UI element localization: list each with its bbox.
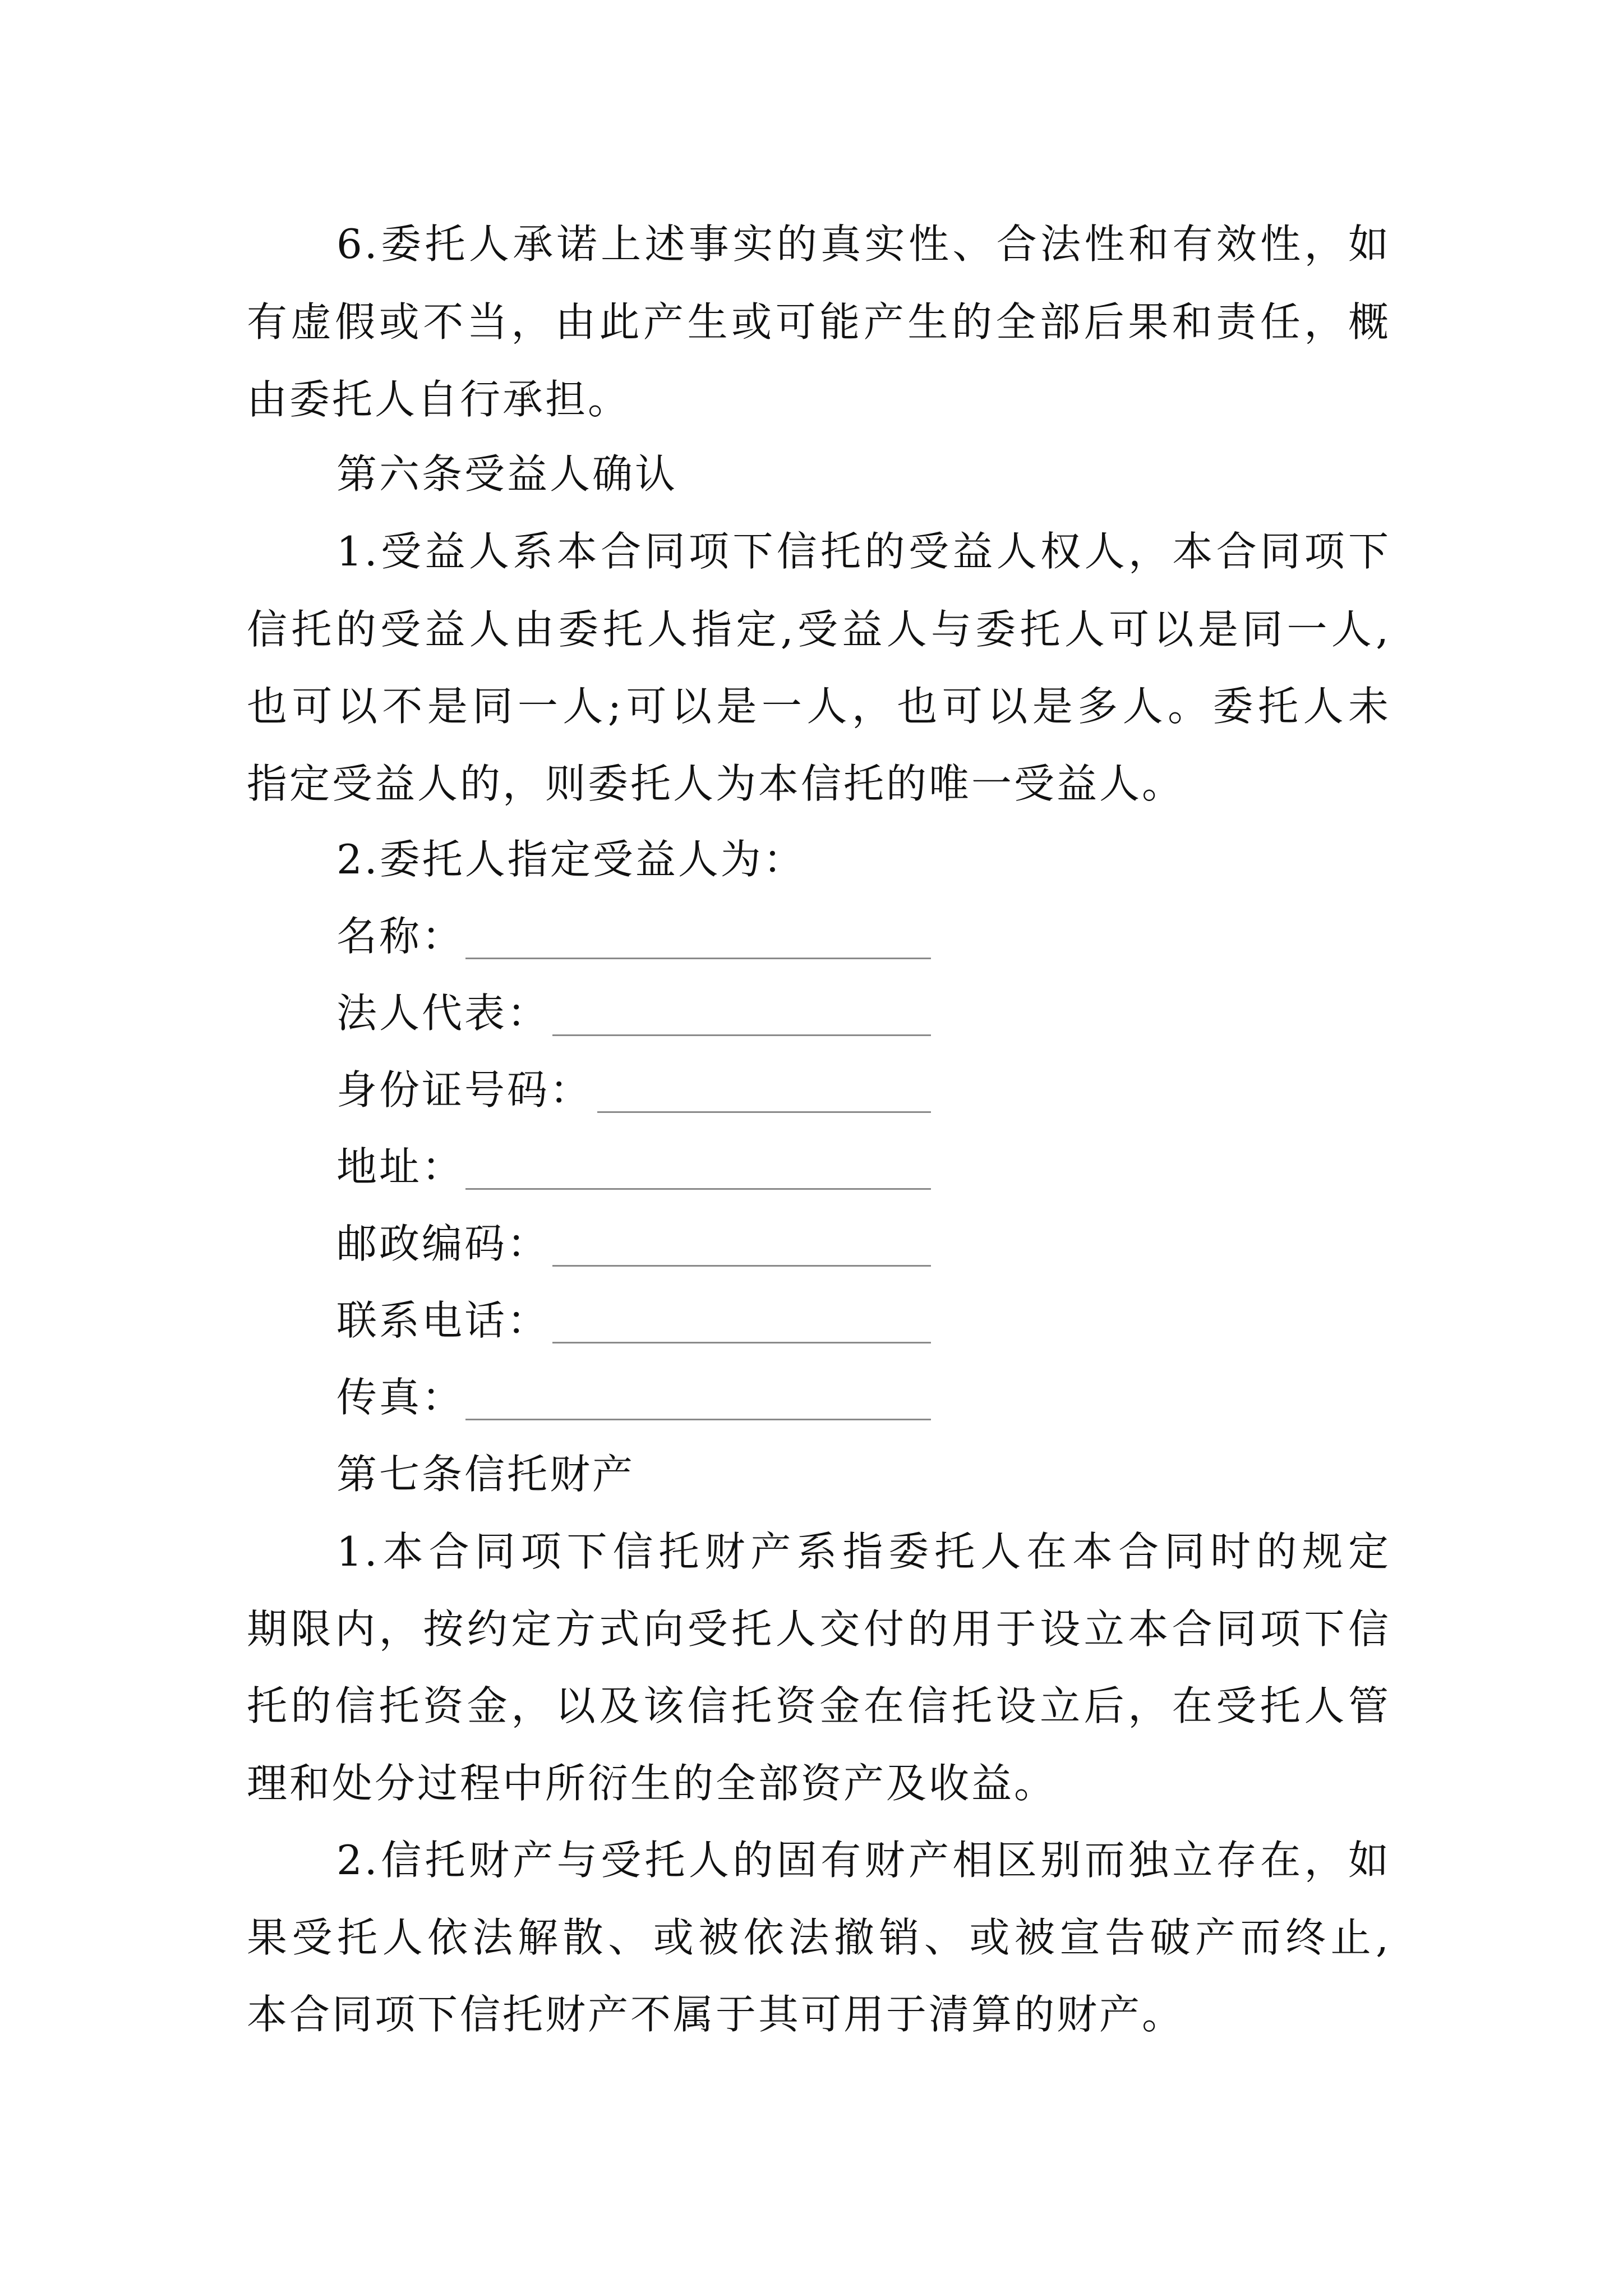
field-fax-label: 传真： <box>336 1374 465 1421</box>
article-7-item-2-line-3: 本合同项下信托财产不属于其可用于清算的财产。 <box>247 1991 1185 2038</box>
field-address-label: 地址： <box>336 1143 465 1190</box>
article-6-item-1-line-1: 1.受益人系本合同项下信托的受益人权人，本合同项下 <box>336 528 1391 575</box>
item-6-line-3: 由委托人自行承担。 <box>247 376 631 423</box>
field-postal-code-label: 邮政编码： <box>336 1220 550 1267</box>
article-7-item-2-line-1: 2.信托财产与受托人的固有财产相区别而独立存在，如 <box>336 1837 1391 1884</box>
article-6-item-1-line-2: 信托的受益人由委托人指定,受益人与委托人可以是同一人, <box>247 606 1391 653</box>
field-phone-label: 联系电话： <box>336 1297 550 1344</box>
field-postal-code-blank[interactable] <box>552 1265 931 1267</box>
article-6-item-1-line-3: 也可以不是同一人;可以是一人，也可以是多人。委托人未 <box>247 683 1391 730</box>
field-fax-blank[interactable] <box>465 1419 931 1420</box>
article-7-heading: 第七条信托财产 <box>336 1451 635 1498</box>
article-6-heading: 第六条受益人确认 <box>336 450 678 498</box>
article-7-item-2-line-2: 果受托人依法解散、或被依法撤销、或被宣告破产而终止, <box>247 1914 1391 1961</box>
field-name-blank[interactable] <box>465 958 931 959</box>
field-id-number-blank[interactable] <box>597 1111 931 1113</box>
article-7-item-1-line-4: 理和处分过程中所衍生的全部资产及收益。 <box>247 1760 1057 1807</box>
item-6-line-2: 有虚假或不当，由此产生或可能产生的全部后果和责任，概 <box>247 298 1391 346</box>
field-legal-representative-blank[interactable] <box>552 1034 931 1036</box>
item-6-line-1: 6.委托人承诺上述事实的真实性、合法性和有效性，如 <box>336 220 1391 268</box>
field-phone-blank[interactable] <box>552 1342 931 1343</box>
article-6-item-1-line-4: 指定受益人的，则委托人为本信托的唯一受益人。 <box>247 760 1185 807</box>
article-7-item-1-line-3: 托的信托资金，以及该信托资金在信托设立后，在受托人管 <box>247 1682 1391 1729</box>
article-7-item-1-line-2: 期限内，按约定方式向受托人交付的用于设立本合同项下信 <box>247 1605 1391 1653</box>
field-address-blank[interactable] <box>465 1188 931 1190</box>
article-7-item-1-line-1: 1.本合同项下信托财产系指委托人在本合同时的规定 <box>336 1528 1391 1575</box>
article-6-item-2: 2.委托人指定受益人为： <box>336 836 806 883</box>
field-id-number-label: 身份证号码： <box>336 1066 593 1114</box>
field-name-label: 名称： <box>336 913 465 960</box>
field-legal-representative-label: 法人代表： <box>336 990 550 1037</box>
